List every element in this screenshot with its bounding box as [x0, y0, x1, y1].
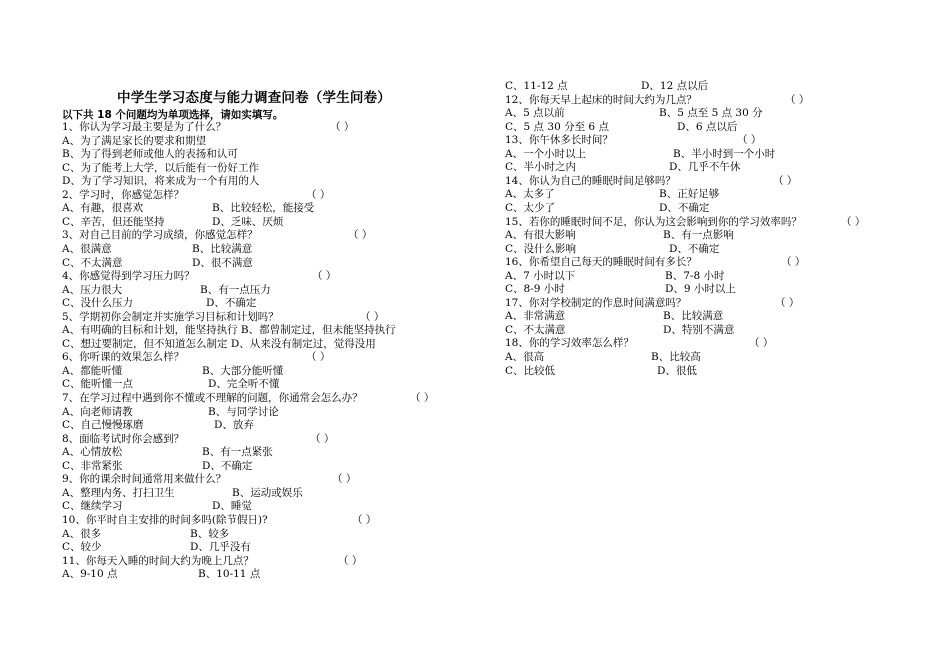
- question-line: [62, 540, 251, 554]
- question-line: [505, 120, 738, 134]
- line-text: A、很满意: [62, 242, 112, 255]
- option-text: B、有一点压力: [200, 283, 271, 296]
- option-text: D、很不满意: [192, 256, 253, 269]
- line-text: D、为了学习知识，将来成为一个有用的人: [62, 175, 260, 188]
- question-line: [62, 459, 253, 473]
- answer-blank[interactable]: （ ）: [310, 432, 335, 445]
- line-text: A、整理内务、打扫卫生: [62, 486, 175, 499]
- option-text: D、不确定: [206, 297, 257, 310]
- question-line: [62, 432, 335, 446]
- option-text: D、乏味、厌烦: [212, 215, 284, 228]
- question-line: [62, 513, 377, 527]
- line-text: 10、你平时自主安排的时间多吗(除节假日)?: [62, 513, 268, 526]
- option-text: D、完全听不懂: [208, 378, 280, 391]
- answer-blank[interactable]: （ ）: [306, 188, 331, 201]
- question-line: [62, 405, 279, 419]
- question-line: [62, 377, 280, 391]
- question-line: [62, 161, 259, 175]
- question-line: [62, 147, 238, 161]
- option-text: D、不确定: [669, 242, 720, 255]
- line-text: 4、你感觉得到学习压力吗？: [62, 270, 195, 283]
- question-line: [62, 337, 376, 351]
- question-line: [62, 242, 253, 256]
- answer-blank[interactable]: （ ）: [785, 93, 810, 106]
- question-line: [62, 499, 252, 513]
- question-line: [505, 255, 806, 269]
- line-text: B、为了得到老师或他人的表扬和认可: [62, 148, 238, 161]
- option-text: D、6 点以后: [677, 120, 738, 133]
- question-line: [62, 445, 273, 459]
- question-line: [62, 188, 331, 202]
- question-line: [62, 215, 284, 229]
- line-text: A、非常满意: [505, 310, 566, 323]
- line-text: C、半小时之内: [505, 161, 577, 174]
- question-line: [62, 283, 271, 297]
- answer-blank[interactable]: （ ）: [841, 215, 866, 228]
- option-text: B、正好足够: [659, 188, 720, 201]
- question-line: [505, 147, 776, 161]
- line-text: A、5 点以前: [505, 107, 565, 120]
- line-text: 3、对自己目前的学习成绩，你感觉怎样？: [62, 229, 258, 242]
- question-line: [62, 120, 355, 134]
- line-text: C、辛苦，但还能坚持: [62, 215, 165, 228]
- line-text: C、5 点 30 分至 6 点: [505, 120, 609, 133]
- option-text: B、大部分能听懂: [202, 364, 284, 377]
- option-text: B、半小时到一个小时: [673, 147, 776, 160]
- line-text: C、较少: [62, 541, 102, 554]
- line-text: C、比较低: [505, 364, 556, 377]
- line-text: C、不太满意: [505, 323, 566, 336]
- line-text: 2、学习时，你感觉怎样？: [62, 188, 185, 201]
- line-text: C、没什么压力: [62, 297, 134, 310]
- line-text: 15、若你的睡眠时间不足，你认为这会影响到你的学习效率吗？: [505, 215, 802, 228]
- question-line: [62, 323, 396, 337]
- line-text: A、9-10 点: [62, 568, 118, 581]
- option-text: B、运动或娱乐: [232, 486, 303, 499]
- answer-blank[interactable]: （ ）: [352, 513, 377, 526]
- line-text: A、向老师请教: [62, 405, 133, 418]
- answer-blank[interactable]: （ ）: [781, 256, 806, 269]
- option-text: B、5 点至 5 点 30 分: [659, 107, 763, 120]
- line-text: 6、你听课的效果怎么样？: [62, 351, 185, 364]
- line-text: C、8-9 小时: [505, 283, 565, 296]
- line-text: 8、面临考试时你会感到？: [62, 432, 185, 445]
- questionnaire-title: 中学生学习态度与能力调查问卷（学生问卷）: [117, 90, 391, 106]
- line-text: A、有很大影响: [505, 229, 576, 242]
- question-line: [62, 472, 357, 486]
- question-line: [505, 215, 866, 229]
- answer-blank[interactable]: （ ）: [332, 473, 357, 486]
- question-line: [505, 174, 798, 188]
- line-text: A、为了满足家长的要求和期望: [62, 134, 207, 147]
- line-text: C、自己慢慢琢磨: [62, 419, 144, 432]
- question-line: [505, 269, 725, 283]
- line-text: 11、你每天入睡的时间大约为晚上几点？: [62, 554, 254, 567]
- line-text: A、很高: [505, 351, 545, 363]
- question-line: [62, 350, 331, 364]
- answer-blank[interactable]: （ ）: [737, 134, 762, 147]
- line-text: A、都能听懂: [62, 364, 123, 377]
- question-line: [62, 364, 284, 378]
- answer-blank[interactable]: （ ）: [749, 337, 774, 350]
- question-line: [62, 418, 254, 432]
- line-text: 5、学期初你会制定并实施学习目标和计划吗？: [62, 310, 279, 323]
- line-text: 7、在学习过程中遇到你不懂或不理解的问题，你通常会怎么办？: [62, 392, 363, 404]
- line-text: C、不太满意: [62, 256, 123, 269]
- question-line: [62, 269, 337, 283]
- answer-blank[interactable]: （ ）: [312, 270, 337, 283]
- question-line: [505, 364, 697, 378]
- option-text: D、12 点以后: [641, 80, 709, 92]
- question-line: [505, 228, 734, 242]
- line-text: A、很多: [62, 527, 102, 540]
- answer-blank[interactable]: （ ）: [410, 392, 435, 404]
- line-text: C、11-12 点: [505, 80, 568, 92]
- option-text: B、7-8 小时: [665, 269, 725, 282]
- line-text: C、为了能考上大学，以后能有一份好工作: [62, 161, 260, 174]
- answer-blank[interactable]: （ ）: [330, 121, 355, 133]
- line-text: 13、你午休多长时间？: [505, 134, 613, 147]
- option-text: D、不确定: [659, 201, 710, 214]
- option-text: B、有一点紧张: [202, 446, 273, 459]
- question-line: [62, 134, 206, 148]
- line-text: A、有趣，很喜欢: [62, 202, 144, 215]
- question-line: [62, 554, 363, 568]
- question-line: [505, 93, 810, 107]
- option-text: B、有一点影响: [663, 229, 734, 242]
- line-text: C、太少了: [505, 201, 556, 214]
- option-text: D、很低: [657, 364, 697, 377]
- question-line: [505, 187, 720, 201]
- line-text: A、太多了: [505, 188, 555, 201]
- option-text: D、睡觉: [212, 500, 252, 513]
- line-text: 16、你希望自己每天的睡眠时间有多长？: [505, 256, 697, 269]
- line-text: A、心情放松: [62, 446, 123, 459]
- question-line: [62, 567, 261, 581]
- line-text: A、7 小时以下: [505, 269, 576, 282]
- line-text: A、一个小时以上: [505, 147, 587, 160]
- line-text: A、压力很大: [62, 283, 123, 296]
- question-line: [505, 201, 710, 215]
- line-text: 12、你每天早上起床的时间大约为几点？: [505, 93, 697, 106]
- answer-blank[interactable]: （ ）: [775, 296, 800, 309]
- answer-blank[interactable]: （ ）: [348, 229, 373, 242]
- question-line: [505, 336, 774, 350]
- line-text: C、没什么影响: [505, 242, 577, 255]
- question-line: [505, 106, 763, 120]
- option-text: B、10-11 点: [198, 568, 261, 581]
- question-line: [505, 296, 800, 310]
- line-text: C、非常紧张: [62, 459, 123, 472]
- line-text: C、想过要制定，但不知道怎么制定 D、从来没有制定过，觉得没用: [62, 337, 376, 350]
- question-line: [62, 174, 259, 188]
- question-line: [505, 79, 709, 93]
- question-line: [505, 160, 741, 174]
- option-text: B、比较高: [651, 351, 701, 363]
- option-text: B、比较满意: [663, 310, 724, 323]
- option-text: B、与同学讨论: [208, 405, 279, 418]
- option-text: D、几乎不午休: [669, 161, 741, 174]
- question-line: [62, 527, 230, 541]
- question-line: [62, 228, 373, 242]
- line-text: 1、你认为学习最主要是为了什么？: [62, 121, 227, 133]
- option-text: B、较多: [190, 527, 230, 540]
- line-text: C、继续学习: [62, 500, 123, 513]
- option-text: D、9 小时以上: [665, 283, 736, 296]
- option-text: B、比较满意: [192, 242, 253, 255]
- question-line: [62, 256, 253, 270]
- answer-blank[interactable]: （ ）: [360, 310, 385, 323]
- question-line: [62, 296, 257, 310]
- question-line: [505, 242, 720, 256]
- question-line: [505, 133, 762, 147]
- option-text: B、比较轻松，能接受: [212, 202, 315, 215]
- line-text: 18、你的学习效率怎么样？: [505, 337, 634, 350]
- line-text: 17、你对学校制定的作息时间满意吗？: [505, 296, 687, 309]
- question-line: [505, 282, 736, 296]
- answer-blank[interactable]: （ ）: [306, 351, 331, 364]
- option-text: D、放弃: [214, 419, 254, 432]
- question-line: [62, 486, 303, 500]
- line-text: A、有明确的目标和计划，能坚持执行 B、都曾制定过，但未能坚持执行: [62, 324, 396, 337]
- question-line: [505, 309, 724, 323]
- instructions: 以下共 18 个问题均为单项选择，请如实填写。: [62, 109, 284, 121]
- question-line: [62, 310, 385, 324]
- question-line: [505, 350, 701, 364]
- line-text: C、能听懂一点: [62, 378, 134, 391]
- line-text: 14、你认为自己的睡眠时间足够吗？: [505, 174, 676, 187]
- option-text: D、特别不满意: [663, 323, 735, 336]
- option-text: D、几乎没有: [190, 541, 251, 554]
- answer-blank[interactable]: （ ）: [338, 554, 363, 567]
- answer-blank[interactable]: （ ）: [773, 174, 798, 187]
- question-line: [62, 391, 435, 405]
- option-text: D、不确定: [202, 459, 253, 472]
- line-text: 9、你的课余时间通常用来做什么？: [62, 473, 227, 486]
- question-line: [505, 323, 735, 337]
- question-line: [62, 201, 315, 215]
